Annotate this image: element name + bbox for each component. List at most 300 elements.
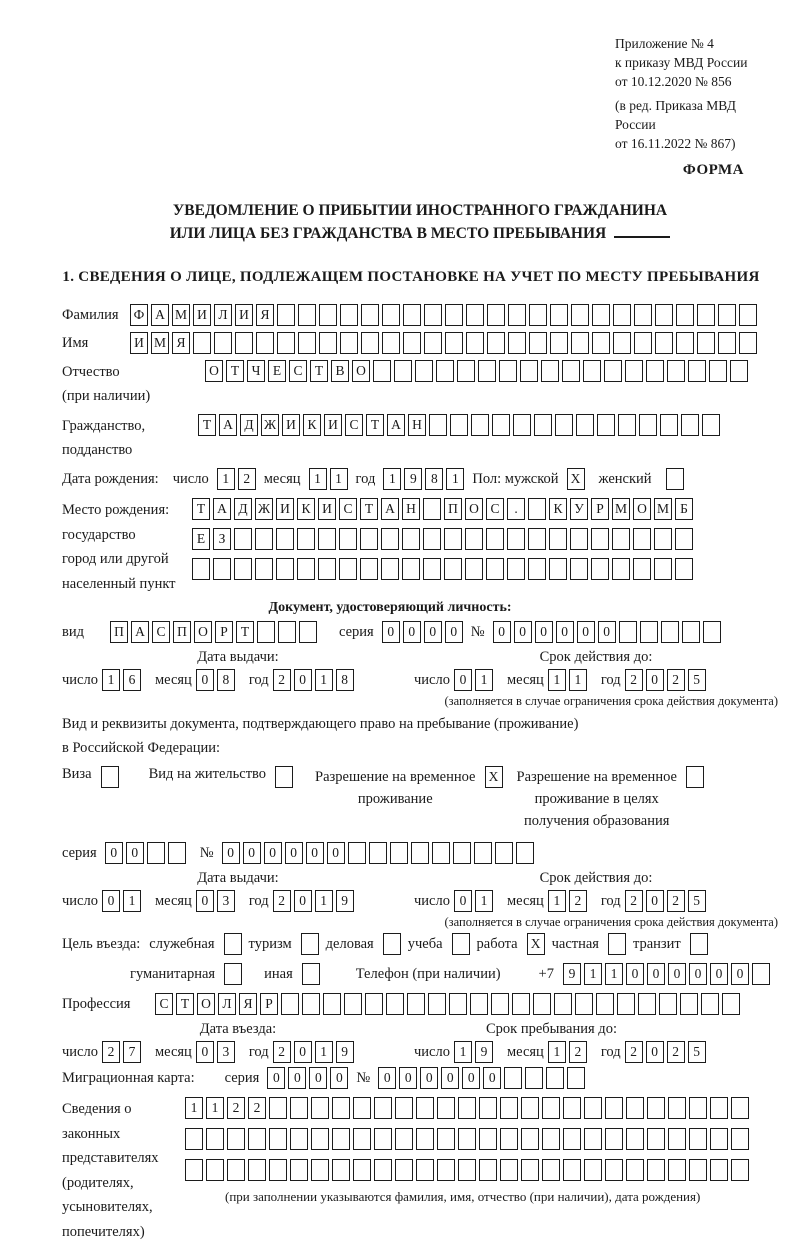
char-cell (668, 1128, 686, 1150)
char-cell: Я (239, 993, 257, 1015)
stay-month (548, 1041, 587, 1063)
char-cell (301, 933, 319, 955)
char-cell (353, 1128, 371, 1150)
patronymic-cells (205, 360, 748, 382)
phone-cells (563, 963, 770, 985)
char-cell: Т (366, 414, 384, 436)
char-cell (660, 414, 678, 436)
char-cell (667, 360, 685, 382)
char-cell: 1 (315, 669, 333, 691)
char-cell (318, 558, 336, 580)
char-cell (332, 1097, 350, 1119)
section1-heading: 1. СВЕДЕНИЯ О ЛИЦЕ, ПОДЛЕЖАЩЕМ ПОСТАНОВКЕ НА УЧЕТ ПО МЕСТУ ПРЕБЫВАНИЯ (62, 269, 760, 285)
char-cell: Ж (261, 414, 279, 436)
char-cell (297, 528, 315, 550)
char-cell: Р (260, 993, 278, 1015)
char-cell: 0 (126, 842, 144, 864)
char-cell (302, 963, 320, 985)
char-cell (500, 1159, 518, 1181)
char-cell: 5 (688, 890, 706, 912)
char-cell (702, 414, 720, 436)
char-cell (613, 332, 631, 354)
purpose-study-checkbox (452, 933, 470, 955)
char-cell (500, 1128, 518, 1150)
char-cell (546, 1067, 564, 1089)
char-cell: 0 (102, 890, 120, 912)
gender-male-checkbox (567, 468, 585, 490)
char-cell (634, 304, 652, 326)
char-cell (277, 304, 295, 326)
form-title-line1: УВЕДОМЛЕНИЕ О ПРИБЫТИИ ИНОСТРАННОГО ГРАЖДАНИНА (172, 202, 668, 219)
purpose-transit-checkbox (690, 933, 708, 955)
char-cell (612, 528, 630, 550)
char-cell (584, 1097, 602, 1119)
migration-number-cells (378, 1067, 585, 1089)
char-cell (235, 332, 253, 354)
entry-day (102, 1041, 141, 1063)
char-cell (256, 332, 274, 354)
char-cell (507, 558, 525, 580)
char-cell: 1 (548, 1041, 566, 1063)
char-cell (411, 842, 429, 864)
char-cell: П (444, 498, 462, 520)
char-cell (227, 1159, 245, 1181)
char-cell (403, 332, 421, 354)
char-cell (340, 332, 358, 354)
char-cell (444, 528, 462, 550)
char-cell (528, 498, 546, 520)
char-cell: С (339, 498, 357, 520)
char-cell (722, 993, 740, 1015)
char-cell (613, 304, 631, 326)
char-cell: С (152, 621, 170, 643)
valid-until-heading: Срок действия до: (539, 649, 653, 665)
char-cell: Т (176, 993, 194, 1015)
residence-issue-col (62, 870, 414, 930)
char-cell (549, 528, 567, 550)
migration-card-row (62, 1067, 778, 1089)
char-cell (214, 332, 232, 354)
residence-valid-day (454, 890, 493, 912)
char-cell (479, 1128, 497, 1150)
char-cell (633, 558, 651, 580)
char-cell (529, 304, 547, 326)
char-cell (390, 842, 408, 864)
char-cell: Е (268, 360, 286, 382)
char-cell: . (507, 498, 525, 520)
visa-option (62, 766, 119, 788)
char-cell (596, 993, 614, 1015)
char-cell (542, 1159, 560, 1181)
char-cell (681, 414, 699, 436)
char-cell (450, 414, 468, 436)
patronymic-row (62, 360, 778, 408)
char-cell (638, 993, 656, 1015)
char-cell (491, 993, 509, 1015)
char-cell: X (567, 468, 585, 490)
char-cell (248, 1159, 266, 1181)
char-cell (703, 621, 721, 643)
char-cell (697, 332, 715, 354)
char-cell (675, 558, 693, 580)
char-cell (466, 304, 484, 326)
identity-valid-month (548, 669, 587, 691)
char-cell: 0 (646, 1041, 664, 1063)
char-cell (381, 528, 399, 550)
char-cell: 9 (404, 468, 422, 490)
char-cell (257, 621, 275, 643)
char-cell (319, 304, 337, 326)
char-cell: 0 (420, 1067, 438, 1089)
entry-dates (62, 1021, 778, 1063)
char-cell: 0 (285, 842, 303, 864)
char-cell: Ж (255, 498, 273, 520)
entry-year (273, 1041, 354, 1063)
identity-valid-day (454, 669, 493, 691)
month-word: месяц (263, 470, 301, 487)
char-cell: И (318, 498, 336, 520)
char-cell (360, 558, 378, 580)
representatives-block (62, 1097, 778, 1244)
char-cell: О (197, 993, 215, 1015)
char-cell (381, 558, 399, 580)
char-cell (206, 1159, 224, 1181)
char-cell (445, 332, 463, 354)
birthplace-row2-cells (192, 528, 693, 550)
char-cell (654, 528, 672, 550)
char-cell (374, 1159, 392, 1181)
char-cell (520, 360, 538, 382)
char-cell (710, 1128, 728, 1150)
char-cell: 2 (569, 890, 587, 912)
char-cell (424, 332, 442, 354)
char-cell (619, 621, 637, 643)
char-cell: 8 (217, 669, 235, 691)
char-cell (507, 528, 525, 550)
char-cell: 0 (309, 1067, 327, 1089)
char-cell: 0 (646, 669, 664, 691)
identity-kind-cells (110, 621, 317, 643)
char-cell (101, 766, 119, 788)
residence-issue-day (102, 890, 141, 912)
char-cell (353, 1159, 371, 1181)
citizenship-row (62, 414, 778, 462)
char-cell: Н (408, 414, 426, 436)
residence-permit-option (149, 766, 293, 788)
char-cell (495, 842, 513, 864)
char-cell: И (193, 304, 211, 326)
char-cell (626, 1097, 644, 1119)
char-cell (697, 304, 715, 326)
char-cell: Т (192, 498, 210, 520)
char-cell: 7 (123, 1041, 141, 1063)
residence-valid-col (414, 870, 778, 930)
char-cell (344, 993, 362, 1015)
gender-male-label: Пол: мужской (472, 470, 559, 487)
identity-doc-heading: Документ, удостоверяющий личность: (268, 600, 512, 615)
stay-until-col (414, 1021, 778, 1063)
char-cell (730, 360, 748, 382)
char-cell (604, 360, 622, 382)
char-cell: 0 (267, 1067, 285, 1089)
char-cell (318, 528, 336, 550)
char-cell: 1 (217, 468, 235, 490)
char-cell (407, 993, 425, 1015)
purpose-tourism-checkbox (301, 933, 319, 955)
residence-permit-checkbox (275, 766, 293, 788)
birthplace-row1-cells (192, 498, 693, 520)
char-cell (281, 993, 299, 1015)
char-cell (255, 558, 273, 580)
char-cell: 0 (454, 890, 472, 912)
issue-date-heading: Дата выдачи: (197, 649, 279, 665)
char-cell (382, 304, 400, 326)
char-cell: 3 (217, 890, 235, 912)
char-cell (394, 360, 412, 382)
char-cell (185, 1128, 203, 1150)
entry-month (196, 1041, 235, 1063)
year-word: год (355, 470, 376, 487)
char-cell (591, 528, 609, 550)
char-cell: 0 (424, 621, 442, 643)
char-cell (276, 528, 294, 550)
char-cell: 0 (330, 1067, 348, 1089)
char-cell: X (485, 766, 503, 788)
char-cell: 2 (667, 1041, 685, 1063)
char-cell: 0 (535, 621, 553, 643)
char-cell (554, 993, 572, 1015)
char-cell: Я (172, 332, 190, 354)
char-cell (533, 993, 551, 1015)
char-cell: 0 (288, 1067, 306, 1089)
forma-label: ФОРМА (682, 162, 744, 178)
char-cell (521, 1097, 539, 1119)
annex-line: Приложение № 4 (615, 36, 714, 51)
char-cell: 1 (475, 890, 493, 912)
char-cell: 1 (584, 963, 602, 985)
purpose-study-label: учеба (407, 935, 443, 952)
char-cell (416, 1097, 434, 1119)
char-cell: 0 (445, 621, 463, 643)
char-cell: 1 (315, 890, 333, 912)
purpose-tourism-label: туризм (248, 935, 292, 952)
annex-edit-line: (в ред. Приказа МВД России (615, 98, 736, 132)
char-cell (508, 332, 526, 354)
char-cell (521, 1128, 539, 1150)
char-cell (668, 1159, 686, 1181)
char-cell (213, 558, 231, 580)
char-cell (676, 304, 694, 326)
char-cell: 1 (315, 1041, 333, 1063)
char-cell: О (352, 360, 370, 382)
representatives-row3-cells (185, 1159, 749, 1181)
char-cell: 9 (336, 1041, 354, 1063)
char-cell (675, 528, 693, 550)
char-cell (311, 1128, 329, 1150)
char-cell: 9 (475, 1041, 493, 1063)
purpose-other-label: иная (264, 965, 293, 982)
char-cell (583, 360, 601, 382)
char-cell (639, 414, 657, 436)
char-cell: 1 (569, 669, 587, 691)
char-cell (269, 1097, 287, 1119)
number-word: № (199, 844, 214, 861)
char-cell: 9 (563, 963, 581, 985)
char-cell (452, 933, 470, 955)
char-cell: 2 (273, 890, 291, 912)
profession-cells (155, 993, 740, 1015)
temp-residence-edu-option (517, 766, 704, 832)
char-cell (541, 360, 559, 382)
identity-valid-line: число 0 1 месяц 1 1 год 2 0 2 5 (414, 669, 778, 691)
char-cell: И (324, 414, 342, 436)
residence-doc-line1: Вид и реквизиты документа, подтверждающего право на пребывание (проживание) (62, 716, 579, 732)
char-cell (661, 621, 679, 643)
residence-valid-line: число 0 1 месяц 1 2 год 2 0 2 5 (414, 890, 778, 912)
char-cell (528, 528, 546, 550)
profession-row (62, 993, 778, 1015)
char-cell (689, 1097, 707, 1119)
char-cell: 0 (196, 669, 214, 691)
char-cell (710, 1159, 728, 1181)
char-cell (332, 1159, 350, 1181)
char-cell (423, 528, 441, 550)
char-cell (634, 332, 652, 354)
char-cell: 2 (273, 1041, 291, 1063)
birth-day-cells (217, 468, 256, 490)
char-cell: 0 (462, 1067, 480, 1089)
identity-issue-col (62, 649, 414, 709)
char-cell (686, 766, 704, 788)
residence-permit-label: Вид на жительство (148, 766, 267, 782)
char-cell (192, 558, 210, 580)
char-cell (395, 1097, 413, 1119)
char-cell (571, 304, 589, 326)
char-cell: 0 (668, 963, 686, 985)
char-cell: М (654, 498, 672, 520)
char-cell (516, 842, 534, 864)
representatives-labels: Сведения о законных представителях (родителях, усыновителях, попечителях) (62, 1101, 159, 1240)
char-cell: 1 (102, 669, 120, 691)
char-cell: С (486, 498, 504, 520)
char-cell (423, 498, 441, 520)
annex-line: от 10.12.2020 № 856 (615, 74, 732, 89)
char-cell (659, 993, 677, 1015)
profession-label: Профессия (62, 995, 131, 1012)
char-cell: 6 (123, 669, 141, 691)
char-cell (269, 1159, 287, 1181)
char-cell (466, 332, 484, 354)
purpose-private-checkbox (608, 933, 626, 955)
char-cell: 0 (294, 669, 312, 691)
char-cell: 8 (336, 669, 354, 691)
char-cell: 0 (441, 1067, 459, 1089)
identity-issue-year (273, 669, 354, 691)
char-cell: Д (234, 498, 252, 520)
birth-year-cells (383, 468, 464, 490)
purpose-private-label: частная (551, 935, 599, 952)
migration-card-label: Миграционная карта: (62, 1069, 195, 1086)
char-cell (319, 332, 337, 354)
char-cell: А (387, 414, 405, 436)
birthplace-block (62, 498, 778, 596)
char-cell: 1 (123, 890, 141, 912)
char-cell (302, 993, 320, 1015)
char-cell (550, 332, 568, 354)
char-cell: 5 (688, 669, 706, 691)
identity-dates (62, 649, 778, 709)
char-cell (277, 332, 295, 354)
series-word: серия (62, 844, 97, 861)
char-cell (567, 1067, 585, 1089)
entry-date-line: число 2 7 месяц 0 3 год 2 0 1 9 (62, 1041, 414, 1063)
char-cell: Н (402, 498, 420, 520)
char-cell (365, 993, 383, 1015)
char-cell: 1 (446, 468, 464, 490)
identity-valid-year (625, 669, 706, 691)
name-row (62, 332, 778, 354)
char-cell: 0 (454, 669, 472, 691)
char-cell (332, 1128, 350, 1150)
char-cell: С (155, 993, 173, 1015)
char-cell (437, 1128, 455, 1150)
char-cell: 2 (625, 890, 643, 912)
purpose-transit-label: транзит (632, 935, 681, 952)
char-cell: Ч (247, 360, 265, 382)
residence-valid-year (625, 890, 706, 912)
char-cell (290, 1097, 308, 1119)
char-cell (512, 993, 530, 1015)
char-cell (534, 414, 552, 436)
char-cell (605, 1128, 623, 1150)
char-cell (618, 414, 636, 436)
char-cell (383, 933, 401, 955)
char-cell: К (549, 498, 567, 520)
char-cell: Л (218, 993, 236, 1015)
char-cell (499, 360, 517, 382)
char-cell (591, 558, 609, 580)
char-cell (269, 1128, 287, 1150)
purpose-official-label: служебная (149, 935, 215, 952)
blank-underline (614, 222, 670, 238)
char-cell: 0 (647, 963, 665, 985)
char-cell (680, 993, 698, 1015)
form-title (62, 199, 778, 245)
char-cell (353, 1097, 371, 1119)
char-cell: С (345, 414, 363, 436)
char-cell: Р (591, 498, 609, 520)
char-cell: Т (236, 621, 254, 643)
char-cell (290, 1159, 308, 1181)
char-cell: 0 (403, 621, 421, 643)
char-cell: В (331, 360, 349, 382)
char-cell: 2 (102, 1041, 120, 1063)
char-cell: 5 (688, 1041, 706, 1063)
char-cell: И (282, 414, 300, 436)
char-cell (471, 414, 489, 436)
char-cell (709, 360, 727, 382)
char-cell (374, 1128, 392, 1150)
birthplace-row3-cells (192, 558, 693, 580)
char-cell (278, 621, 296, 643)
char-cell (437, 1159, 455, 1181)
char-cell: О (465, 498, 483, 520)
char-cell: 0 (493, 621, 511, 643)
char-cell (402, 558, 420, 580)
char-cell (386, 993, 404, 1015)
birth-month-cells (309, 468, 348, 490)
char-cell: О (633, 498, 651, 520)
